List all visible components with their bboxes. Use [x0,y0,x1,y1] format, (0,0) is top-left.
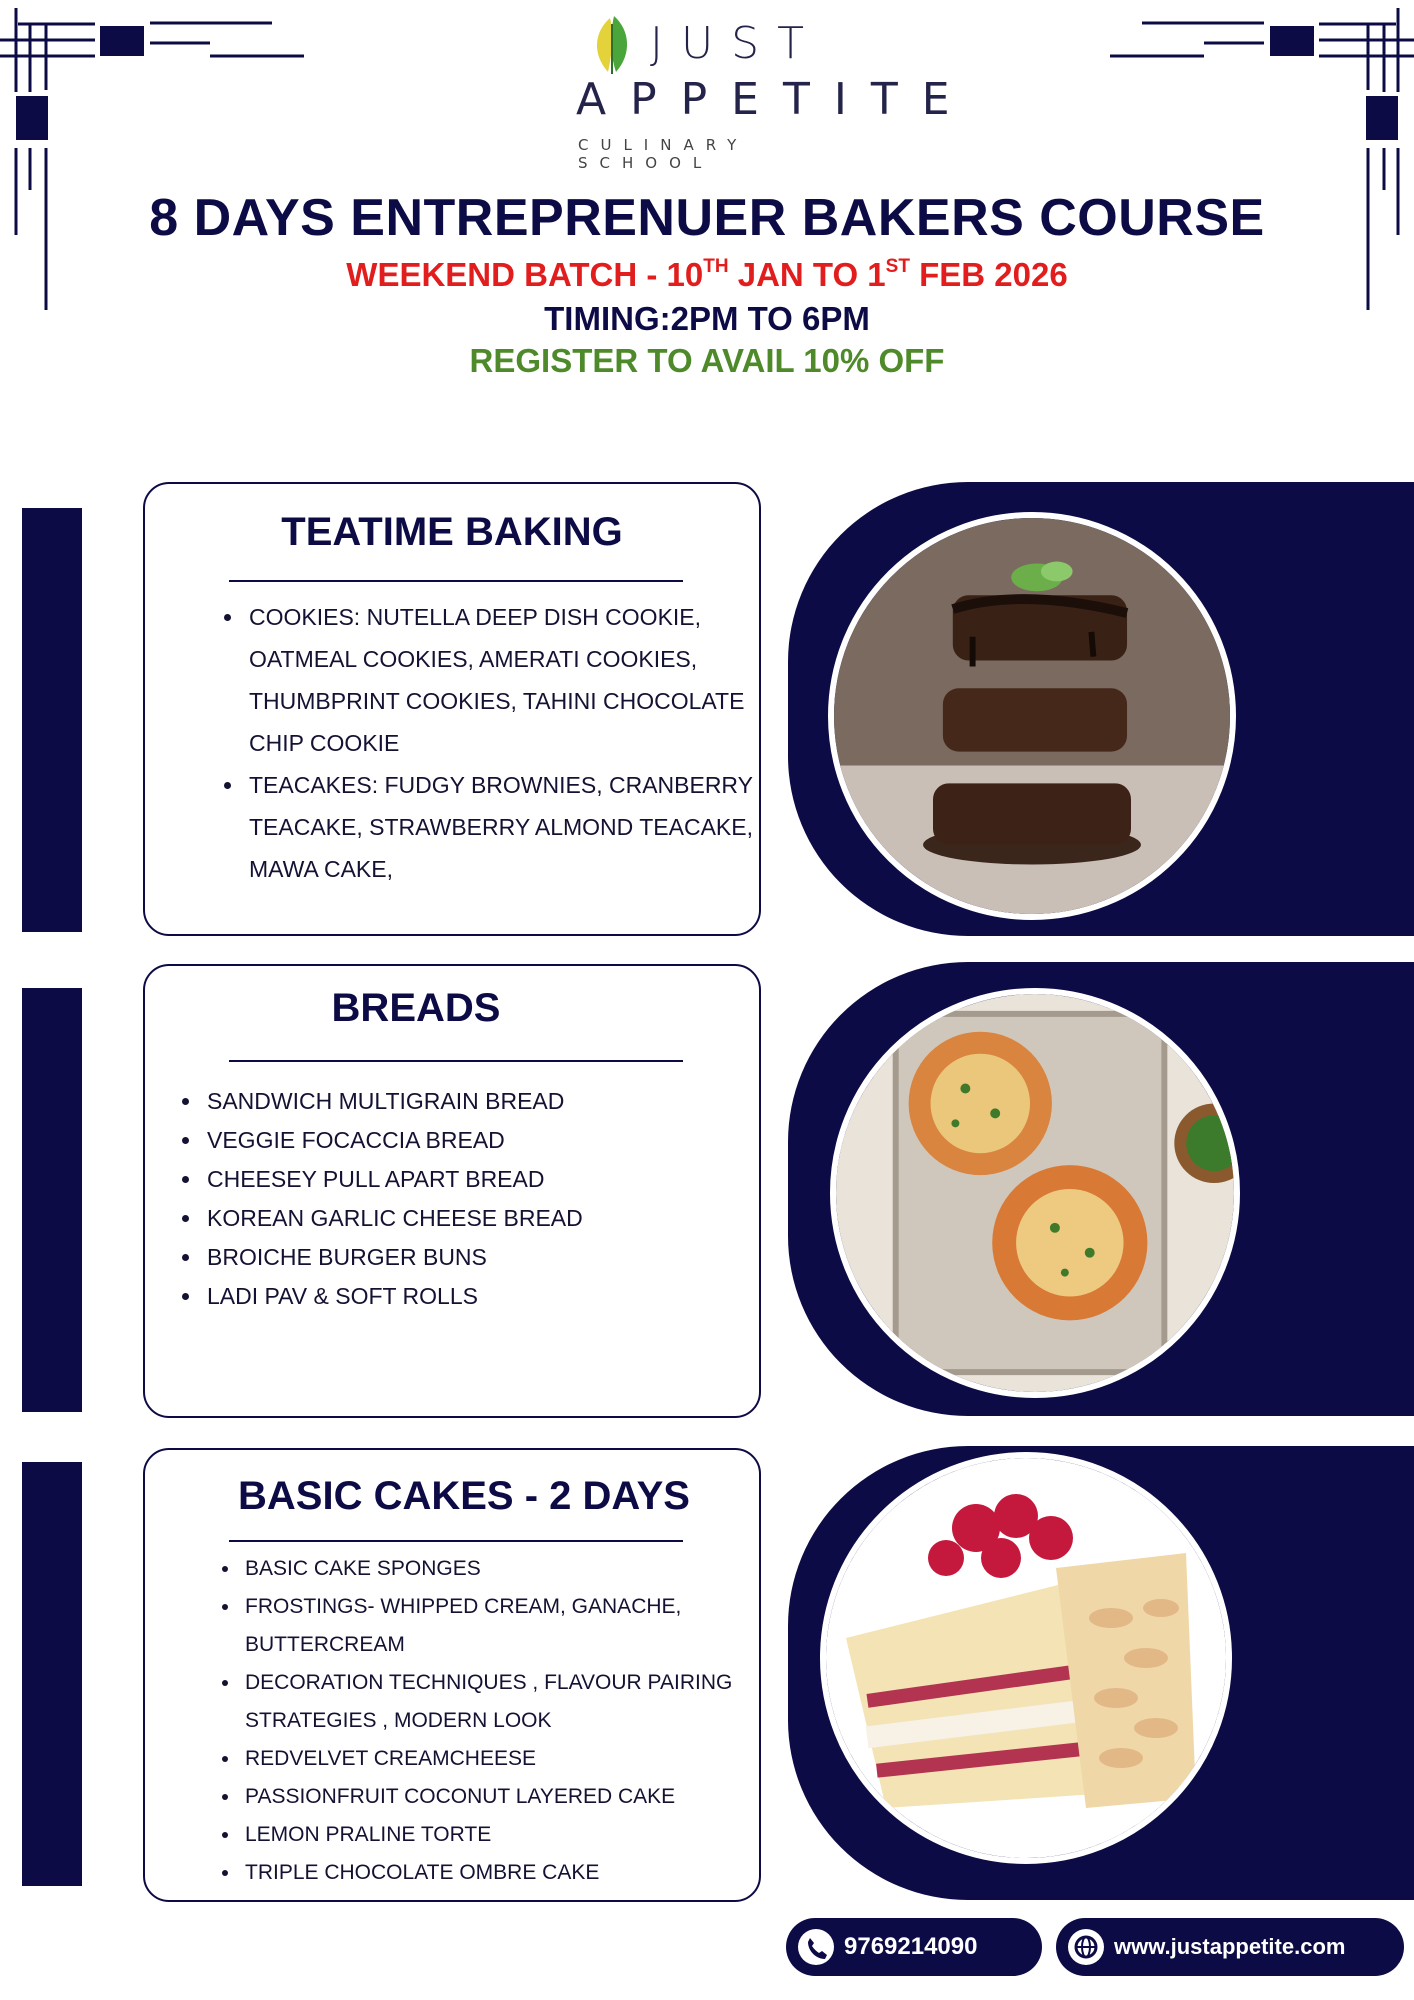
logo-tagline: CULINARY SCHOOL [578,136,749,172]
section-title: BREADS [331,986,501,1030]
left-accent-bar [22,508,82,932]
list-item: • COOKIES: NUTELLA DEEP DISH COOKIE, OATMEAL COOKIES, AMERATI COOKIES, THUMBPRINT COOKIES, TAHINI CHOCOLATE CHIP COOKIE [245,596,765,764]
website-link[interactable] [1056,1918,1404,1976]
logo-word-appetite: APPETITE [576,74,974,125]
phone-contact[interactable] [786,1918,1042,1976]
section-card-teatime [143,482,761,936]
website-url: www.justappetite.com [1114,1934,1346,1959]
divider [229,580,683,582]
list-item: • FROSTINGS- WHIPPED CREAM, GANACHE, BUTTERCREAM [241,1588,781,1664]
section-card-basic-cakes [143,1448,761,1902]
divider [229,1060,683,1062]
batch-text-mid: JAN TO 1 [728,256,886,293]
batch-dates [0,256,1414,294]
list-item: • TRIPLE CHOCOLATE OMBRE CAKE [241,1854,781,1892]
timing: TIMING:2PM TO 6PM [544,300,870,337]
section-list [211,1550,781,1892]
list-item: • LEMON PRALINE TORTE [241,1816,781,1854]
left-accent-bar [22,1462,82,1886]
brownie-stack-photo [828,512,1236,920]
list-item: • KOREAN GARLIC CHEESE BREAD [203,1199,763,1238]
section-title: BASIC CAKES - 2 DAYS [238,1474,690,1518]
brand-logo [560,12,974,172]
batch-sup-st: ST [885,256,910,277]
batch-sup-th: TH [703,256,729,277]
page-title: 8 DAYS ENTREPRENUER BAKERS COURSE [149,189,1265,247]
section-title: TEATIME BAKING [281,510,623,554]
divider [229,1540,683,1542]
batch-text-start: WEEKEND BATCH - 10 [346,256,704,293]
left-accent-bar [22,988,82,1412]
list-item: • BASIC CAKE SPONGES [241,1550,781,1588]
logo-word-just: JUST [650,18,822,69]
list-item: • CHEESEY PULL APART BREAD [203,1160,763,1199]
list-item: • BROICHE BURGER BUNS [203,1238,763,1277]
list-item: • DECORATION TECHNIQUES , FLAVOUR PAIRING STRATEGIES , MODERN LOOK [241,1664,781,1740]
list-item: • LADI PAV & SOFT ROLLS [203,1277,763,1316]
list-item: • PASSIONFRUIT COCONUT LAYERED CAKE [241,1778,781,1816]
list-item: • REDVELVET CREAMCHEESE [241,1740,781,1778]
discount-offer: REGISTER TO AVAIL 10% OFF [469,342,945,379]
list-item: • TEACAKES: FUDGY BROWNIES, CRANBERRY TEACAKE, STRAWBERRY ALMOND TEACAKE, MAWA CAKE, [245,764,765,890]
batch-text-end: FEB 2026 [909,256,1068,293]
leaf-icon [582,14,642,76]
layered-cake-photo [820,1452,1232,1864]
phone-number: 9769214090 [844,1933,978,1960]
list-item: • SANDWICH MULTIGRAIN BREAD [203,1082,763,1121]
globe-icon [1068,1929,1104,1965]
section-list [173,1082,763,1316]
section-card-breads [143,964,761,1418]
garlic-cheese-bread-photo [830,988,1240,1398]
phone-icon [798,1929,834,1965]
section-list [215,596,765,890]
list-item: • VEGGIE FOCACCIA BREAD [203,1121,763,1160]
